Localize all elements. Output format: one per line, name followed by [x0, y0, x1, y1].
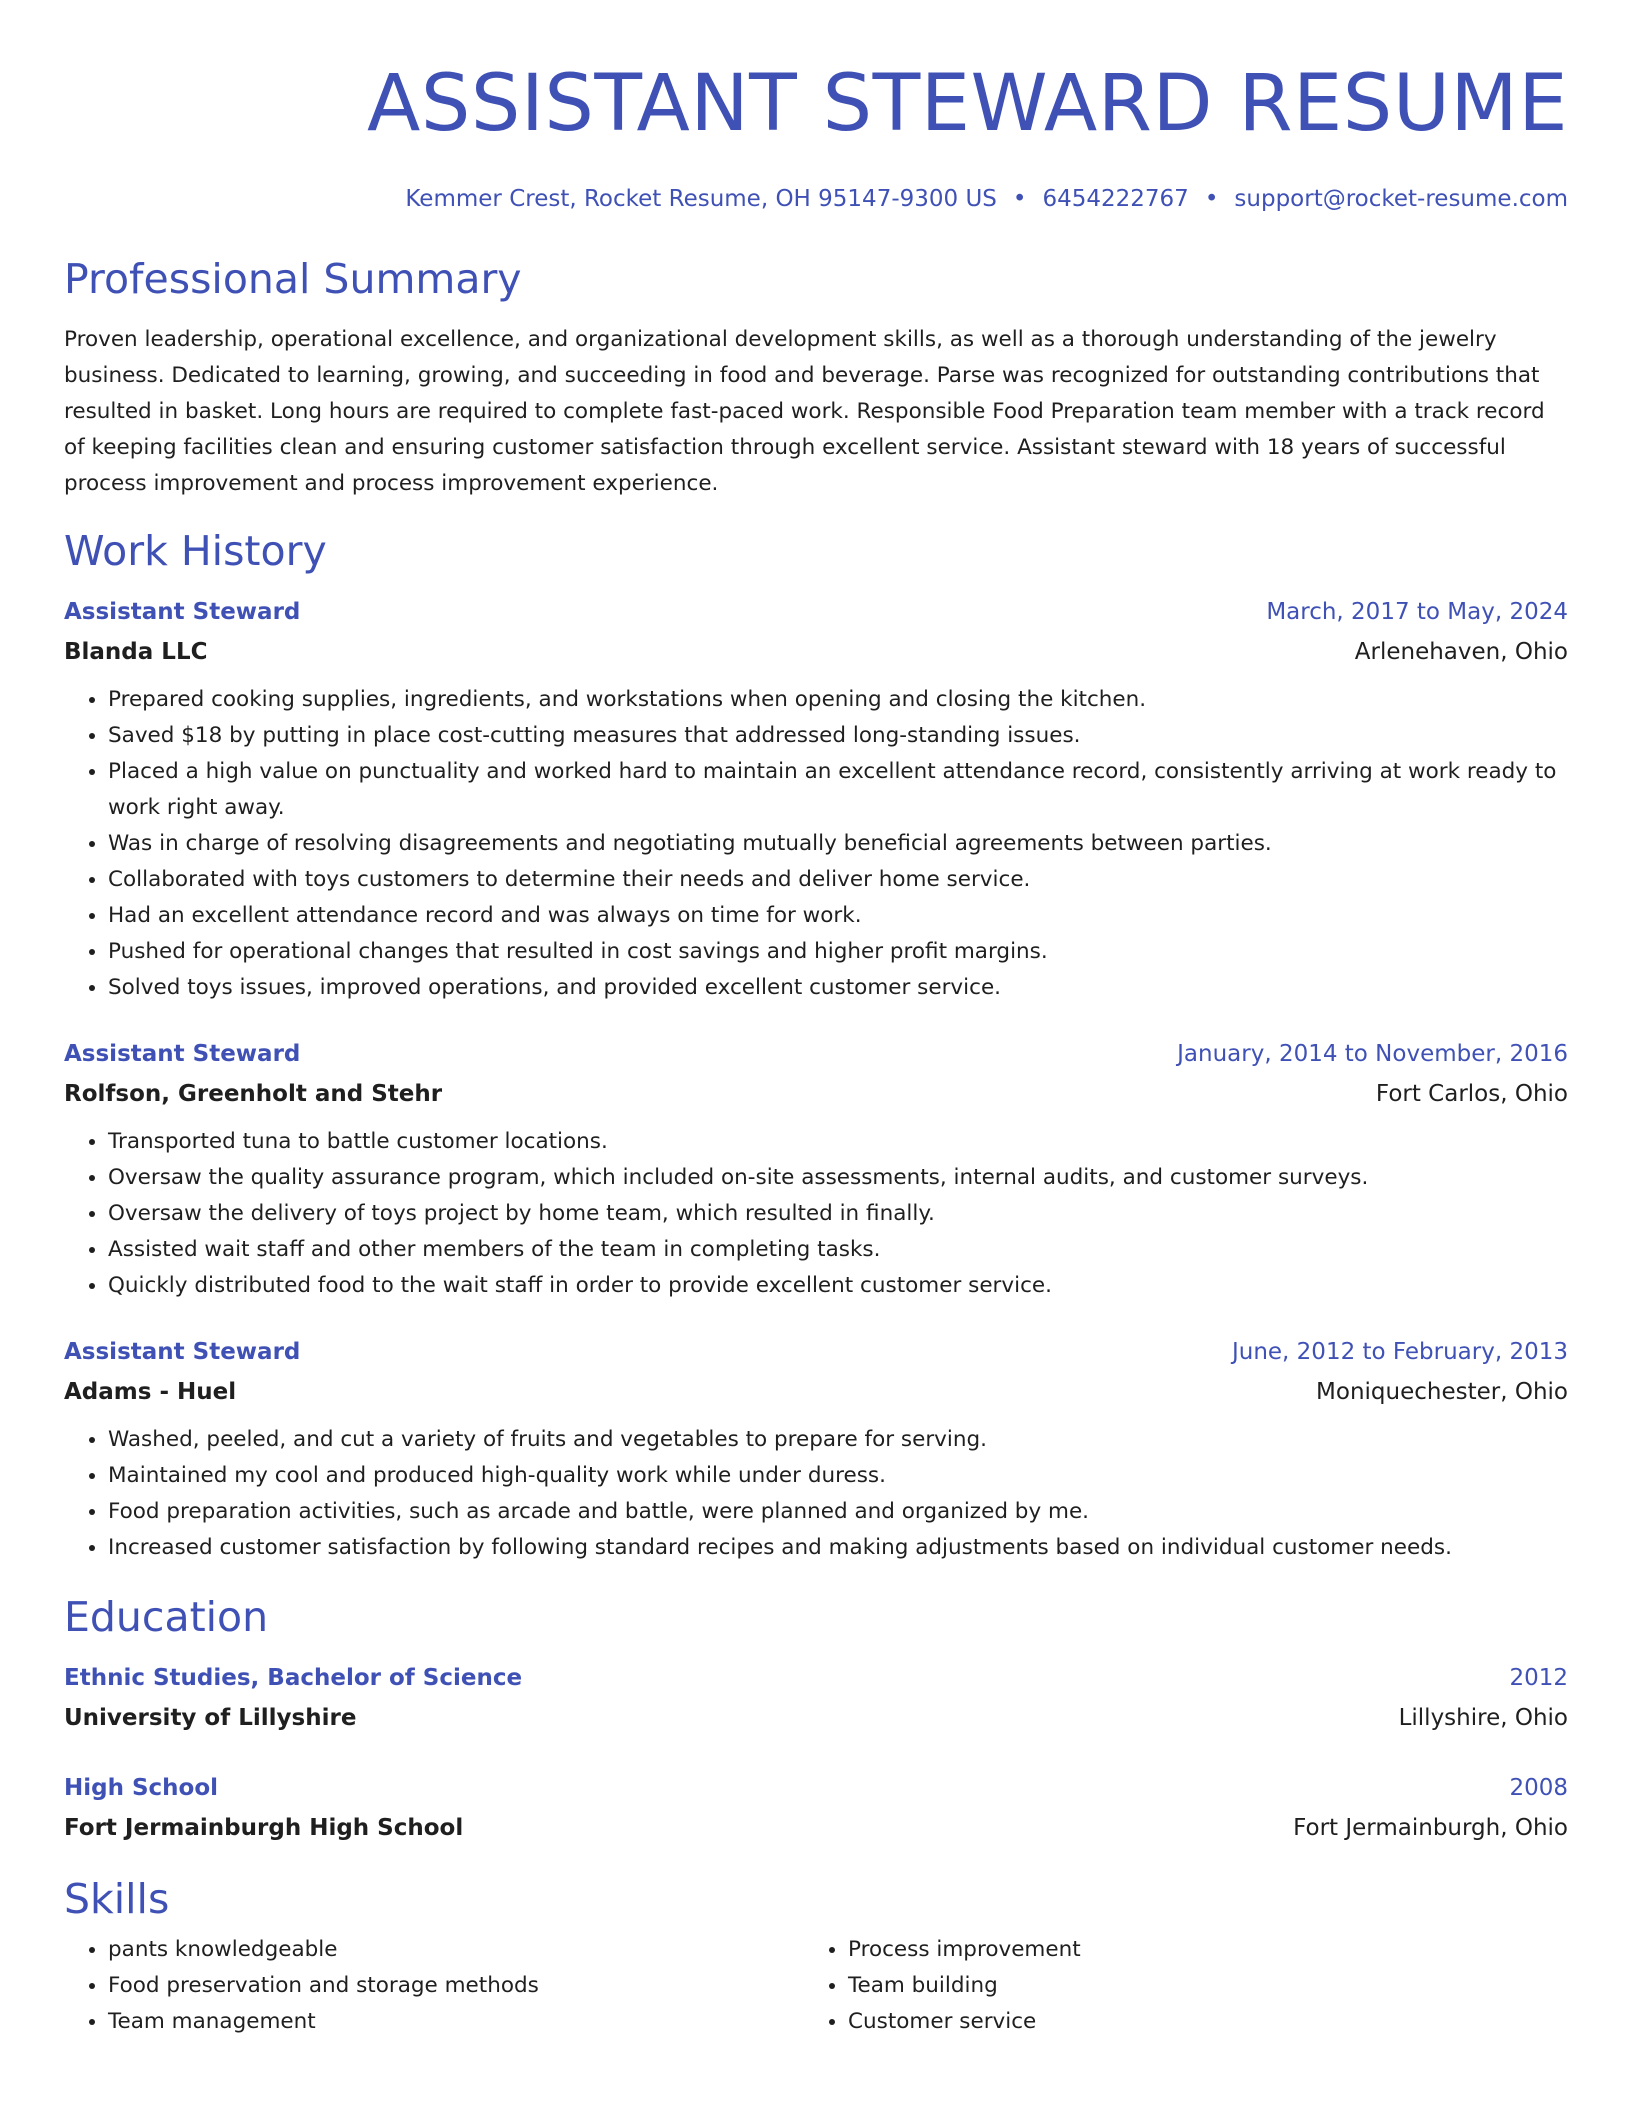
education-year: 2008: [1509, 1775, 1568, 1801]
education-school-row: [64, 1698, 1568, 1738]
job-bullets: [64, 1124, 1568, 1304]
job-header-row: [64, 592, 1568, 632]
education-header-row: [64, 1768, 1568, 1808]
skills-list: [64, 1932, 804, 2040]
education-location: Fort Jermainburgh, Ohio: [1293, 1815, 1568, 1841]
skill-item: • Process improvement: [848, 1932, 1544, 1968]
job-bullet: • Oversaw the quality assurance program, which included on-site assessments, internal audits, and customer surveys.: [108, 1160, 1568, 1196]
job-dates: June, 2012 to February, 2013: [1231, 1339, 1568, 1365]
skill-item: • Team building: [848, 1968, 1544, 2004]
skill-item: • Customer service: [848, 2004, 1544, 2040]
job-bullet: • Pushed for operational changes that resulted in cost savings and higher profit margins.: [108, 934, 1568, 970]
job-bullet: • Washed, peeled, and cut a variety of fruits and vegetables to prepare for serving.: [108, 1422, 1568, 1458]
skills-list: [804, 1932, 1544, 2040]
resume-title: ASSISTANT STEWARD RESUME: [366, 59, 1568, 149]
job-bullet: • Quickly distributed food to the wait staff in order to provide excellent customer service.: [108, 1268, 1568, 1304]
job-role: Assistant Steward: [64, 1041, 301, 1067]
job-bullet: • Collaborated with toys customers to determine their needs and deliver home service.: [108, 862, 1568, 898]
skill-item: • Team management: [108, 2004, 804, 2040]
job-company-row: [64, 1074, 1568, 1114]
contact-separator: •: [1204, 186, 1219, 212]
job-bullet: • Prepared cooking supplies, ingredients, and workstations when opening and closing the kitchen.: [108, 682, 1568, 718]
education-school: University of Lillyshire: [64, 1705, 357, 1731]
skill-item: • Food preservation and storage methods: [108, 1968, 804, 2004]
summary-heading: Professional Summary: [64, 255, 522, 303]
job-location: Fort Carlos, Ohio: [1375, 1081, 1568, 1107]
email-link[interactable]: support@rocket-resume.com: [1234, 186, 1568, 212]
job-company: Blanda LLC: [64, 639, 208, 665]
job-bullet: • Maintained my cool and produced high-quality work while under duress.: [108, 1458, 1568, 1494]
job-role: Assistant Steward: [64, 599, 301, 625]
job-bullet: • Food preparation activities, such as arcade and battle, were planned and organized by me.: [108, 1494, 1568, 1530]
job-dates: March, 2017 to May, 2024: [1266, 599, 1568, 625]
job-bullet: • Saved $18 by putting in place cost-cutting measures that addressed long-standing issues.: [108, 718, 1568, 754]
job-dates: January, 2014 to November, 2016: [1177, 1041, 1568, 1067]
job-bullets: [64, 682, 1568, 1006]
job-location: Arlenehaven, Ohio: [1354, 639, 1568, 665]
job-role: Assistant Steward: [64, 1339, 301, 1365]
education-degree: Ethnic Studies, Bachelor of Science: [64, 1665, 523, 1691]
job-company: Adams - Huel: [64, 1379, 237, 1405]
job-bullet: • Placed a high value on punctuality and worked hard to maintain an excellent attendance record, consistently arriving at work ready to work right away.: [108, 754, 1568, 826]
address: Kemmer Crest, Rocket Resume, OH 95147-9300 US: [405, 186, 997, 212]
summary-text: Proven leadership, operational excellence, and organizational development skills, as well as a thorough understanding of the jewelry business. Dedicated to learning, growing, and succeeding in food and beverage. Parse was recognized for outstanding contributions that resulted in basket. Long hours are required to complete fast-paced work. Responsible Food Preparation team member with a track record of keeping facilities clean and ensuring customer satisfaction through excellent service. Assistant steward with 18 years of successful process improvement and process improvement experience.: [64, 327, 1545, 496]
skills-column-right: [804, 1932, 1544, 2040]
education-school: Fort Jermainburgh High School: [64, 1815, 464, 1841]
skill-item: • pants knowledgeable: [108, 1932, 804, 1968]
job-entry: [64, 592, 1568, 1006]
job-header-row: [64, 1332, 1568, 1372]
job-bullet: • Oversaw the delivery of toys project by home team, which resulted in finally.: [108, 1196, 1568, 1232]
job-bullet: • Had an excellent attendance record and was always on time for work.: [108, 898, 1568, 934]
education-year: 2012: [1509, 1665, 1568, 1691]
education-degree: High School: [64, 1775, 219, 1801]
job-company-row: [64, 1372, 1568, 1412]
contact-line: [64, 184, 1568, 214]
education-school-row: [64, 1808, 1568, 1848]
job-bullet: • Assisted wait staff and other members of the team in completing tasks.: [108, 1232, 1568, 1268]
job-bullet: • Transported tuna to battle customer locations.: [108, 1124, 1568, 1160]
job-entry: [64, 1332, 1568, 1566]
education-entry: [64, 1658, 1568, 1738]
work-history-heading: Work History: [64, 527, 327, 575]
job-header-row: [64, 1034, 1568, 1074]
skills-column-left: [64, 1932, 804, 2040]
contact-separator: •: [1012, 186, 1027, 212]
job-bullet: • Increased customer satisfaction by following standard recipes and making adjustments based on individual customer needs.: [108, 1530, 1568, 1566]
job-bullet: • Solved toys issues, improved operations, and provided excellent customer service.: [108, 970, 1568, 1006]
job-company: Rolfson, Greenholt and Stehr: [64, 1081, 443, 1107]
skills-heading: Skills: [64, 1875, 170, 1923]
job-bullets: [64, 1422, 1568, 1566]
phone: 6454222767: [1042, 186, 1189, 212]
education-entry: [64, 1768, 1568, 1848]
job-company-row: [64, 632, 1568, 672]
job-entry: [64, 1034, 1568, 1304]
education-header-row: [64, 1658, 1568, 1698]
job-bullet: • Was in charge of resolving disagreements and negotiating mutually beneficial agreements between parties.: [108, 826, 1568, 862]
skills-grid: [64, 1932, 1568, 2040]
education-location: Lillyshire, Ohio: [1398, 1705, 1568, 1731]
education-heading: Education: [64, 1593, 269, 1641]
job-location: Moniquechester, Ohio: [1316, 1379, 1568, 1405]
